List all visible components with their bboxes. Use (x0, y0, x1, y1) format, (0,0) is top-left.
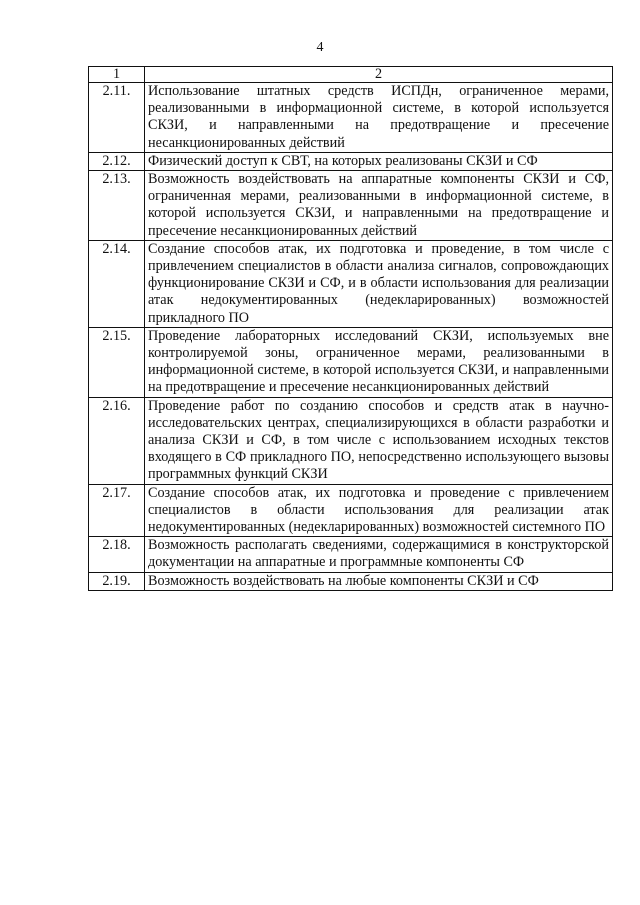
table-row (89, 171, 613, 241)
row-description: Использование штатных средств ИСПДн, ограниченное мерами, реализованными в информационной системе, в которой используется СКЗИ, и направленными на предотвращение и пресечение несанкционированных действий (145, 83, 613, 153)
row-number: 2.16. (89, 397, 145, 484)
row-description: Создание способов атак, их подготовка и проведение, в том числе с привлечением специалистов в области анализа сигналов, сопровождающих функционирование СКЗИ и СФ, и в области использования для реализации атак недокументированных (недекларированных) возможностей прикладного ПО (145, 240, 613, 327)
table-row (89, 572, 613, 590)
row-description: Создание способов атак, их подготовка и проведение с привлечением специалистов в области использования для реализации атак недокументированных (недекларированных) возможностей системного ПО (145, 484, 613, 537)
row-number: 2.11. (89, 83, 145, 153)
row-description: Возможность воздействовать на аппаратные компоненты СКЗИ и СФ, ограниченная мерами, реализованными в информационной системе, в которой используется СКЗИ, и направленными на предотвращение и пресечение несанкционированных действий (145, 171, 613, 241)
table-row (89, 327, 613, 397)
row-number: 2.19. (89, 572, 145, 590)
row-number: 2.18. (89, 537, 145, 572)
table-header-row (89, 67, 613, 83)
row-number: 2.14. (89, 240, 145, 327)
table-row (89, 83, 613, 153)
page-number: 4 (316, 40, 324, 55)
column-header-number: 1 (89, 67, 145, 83)
table-row (89, 152, 613, 170)
row-description: Возможность воздействовать на любые компоненты СКЗИ и СФ (145, 572, 613, 590)
row-number: 2.12. (89, 152, 145, 170)
row-number: 2.13. (89, 171, 145, 241)
row-number: 2.17. (89, 484, 145, 537)
threat-table (88, 66, 613, 591)
table-row (89, 537, 613, 572)
row-description: Возможность располагать сведениями, содержащимися в конструкторской документации на аппаратные и программные компоненты СФ (145, 537, 613, 572)
table-row (89, 484, 613, 537)
table-row (89, 240, 613, 327)
row-description: Физический доступ к СВТ, на которых реализованы СКЗИ и СФ (145, 152, 613, 170)
row-description: Проведение работ по созданию способов и средств атак в научно-исследовательских центрах, специализирующихся в области разработки и анализа СКЗИ и СФ, в том числе с использованием исходных текстов входящего в СФ прикладного ПО, непосредственно использующего вызовы программных функций СКЗИ (145, 397, 613, 484)
row-description: Проведение лабораторных исследований СКЗИ, используемых вне контролируемой зоны, ограниченное мерами, реализованными в информационной системе, в которой используется СКЗИ, и направленными на предотвращение и пресечение несанкционированных действий (145, 327, 613, 397)
row-number: 2.15. (89, 327, 145, 397)
column-header-description: 2 (145, 67, 613, 83)
table-row (89, 397, 613, 484)
